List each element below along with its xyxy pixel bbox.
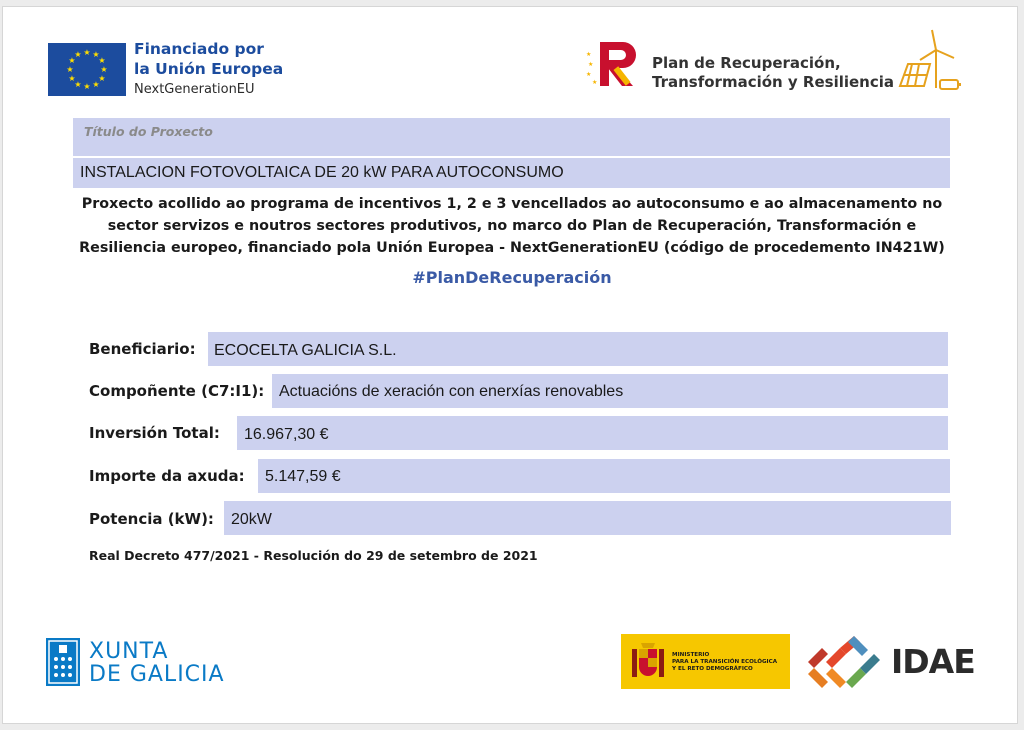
svg-text:★: ★: [98, 74, 106, 83]
inversion-value: 16.967,30 €: [244, 426, 329, 443]
eu-logo-line2: la Unión Europea: [134, 60, 284, 78]
project-title-label: Título do Proxecto: [84, 124, 213, 139]
description-line: Proxecto acollido ao programa de incentivos 1, 2 e 3 vencellados ao autoconsumo e ao almacenamento no: [81, 196, 943, 212]
svg-text:★: ★: [83, 48, 91, 57]
svg-text:★: ★: [98, 56, 106, 65]
eu-logo-line1: Financiado por: [134, 40, 264, 58]
importe-value: 5.147,59 €: [265, 468, 341, 485]
svg-text:★: ★: [66, 65, 74, 74]
ministerio-line1: MINISTERIO: [672, 652, 710, 658]
svg-text:★: ★: [586, 71, 592, 78]
ministerio-logo-text: [672, 652, 784, 673]
prtr-logo-line2: Transformación y Resiliencia: [652, 73, 895, 91]
beneficiario-value: ECOCELTA GALICIA S.L.: [214, 342, 397, 359]
svg-text:★: ★: [592, 79, 598, 86]
componente-label: Compoñente (C7:I1):: [89, 382, 265, 400]
xunta-logo-line2: DE GALICIA: [89, 662, 225, 687]
xunta-shield-icon: [46, 638, 80, 686]
idae-logo-text: IDAE: [891, 642, 975, 681]
svg-text:★: ★: [74, 50, 82, 59]
eu-flag-logo: [48, 43, 126, 96]
svg-text:★: ★: [586, 51, 592, 58]
ministerio-line2: PARA LA TRANSICIÓN ECOLÓGICA: [672, 659, 778, 665]
solar-wind-icon: [896, 28, 966, 96]
importe-band: [258, 459, 950, 493]
componente-value: Actuacións de xeración con enerxías renovables: [279, 383, 624, 400]
eu-logo-line3: NextGenerationEU: [134, 82, 255, 97]
eu-stars-icon: [48, 43, 126, 96]
svg-text:★: ★: [92, 80, 100, 89]
inversion-band: [237, 416, 948, 450]
idae-logo-mark: [806, 634, 886, 690]
svg-text:★: ★: [92, 50, 100, 59]
spain-coat-of-arms-icon: [630, 641, 666, 683]
description-line: Resiliencia europeo, financiado pola Unión Europea - NextGenerationEU (código de procedemento IN421W): [79, 240, 945, 256]
svg-text:★: ★: [83, 82, 91, 91]
svg-text:★: ★: [68, 56, 76, 65]
description-line: sector servizos e noutros sectores produtivos, no marco do Plan de Recuperación, Transformación e: [107, 218, 917, 234]
hashtag: #PlanDeRecuperación: [412, 268, 612, 287]
legal-reference: Real Decreto 477/2021 - Resolución do 29 de setembro de 2021: [89, 548, 538, 563]
svg-text:★: ★: [588, 61, 594, 68]
inversion-label: Inversión Total:: [89, 424, 220, 442]
ministerio-line3: Y EL RETO DEMOGRÁFICO: [672, 666, 753, 672]
xunta-logo-line1: XUNTA: [89, 639, 169, 664]
potencia-band: [224, 501, 951, 535]
potencia-value: 20kW: [231, 511, 272, 528]
svg-text:★: ★: [74, 80, 82, 89]
prtr-logo-mark: [586, 38, 644, 90]
potencia-label: Potencia (kW):: [89, 510, 214, 528]
project-description: [60, 193, 964, 259]
importe-label: Importe da axuda:: [89, 467, 245, 485]
svg-text:★: ★: [68, 74, 76, 83]
prtr-logo-line1: Plan de Recuperación,: [652, 54, 841, 72]
beneficiario-label: Beneficiario:: [89, 340, 196, 358]
svg-text:★: ★: [100, 65, 108, 74]
project-title-value: INSTALACION FOTOVOLTAICA DE 20 kW PARA AUTOCONSUMO: [80, 164, 564, 181]
